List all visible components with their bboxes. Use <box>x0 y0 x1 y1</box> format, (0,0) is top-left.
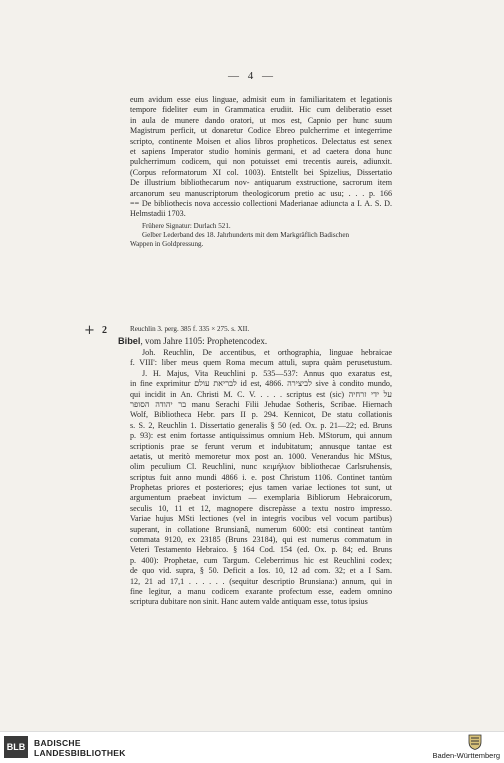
text-line: p. 93): est enim fortasse antiquissimus omnium Heb. MStorum, qui annum <box>130 431 392 441</box>
text-line: == De bibliothecis nova accessio collectioni Maderianae adiuncta a I. A. S. D. <box>130 198 392 208</box>
region-label: Baden-Württemberg <box>432 751 500 760</box>
entry-title-rest: , vom Jahre 1105: Prophetencodex. <box>140 336 268 346</box>
text-line: s. S. 2, Reuchlin 1. Dissertatio generalis § 50 (ed. Ox. p. 21—22; ed. Bruns <box>130 420 392 430</box>
library-name <box>34 738 126 758</box>
text-line: Frühere Signatur: Durlach 521. <box>142 222 231 230</box>
text-line: tempore fideliter eum in Grammatica erudiit. Hic cum deliberatio esset <box>130 105 392 115</box>
paragraph-continuation <box>130 95 392 220</box>
entry-number: 2 <box>102 325 107 336</box>
text-line: Veteri Testamento Hebraico. § 164 Cod. 154 (ed. Ox. p. 84; ed. Bruns <box>130 545 392 555</box>
text-line: scripto, continente Moisen et alios libros propheticos. Delectatus est senex <box>130 136 392 146</box>
library-name-line1: BADISCHE <box>34 738 81 748</box>
text-line: de quo vid. supra, § 50. Deficit a Ios. 10, 12 ad com. 32; et a I Sam. <box>130 566 392 576</box>
provenance-notes <box>130 222 392 248</box>
signature-line: Reuchlin 3. perg. 385 f. 335 × 275. s. XII. <box>130 325 250 333</box>
text-line: olim peculium Cl. Reuchlini, nunc κειμήλιον bibliothecae Carlsruhensis, <box>130 462 392 472</box>
text-line: fine legitur, a manu codicem exarante profectum esse, eadem omnino <box>130 586 392 596</box>
text-line: aetatis, ut meritò memoretur mox post an. 1000. Venerandus hic MStus, <box>130 451 392 461</box>
text-line: J. H. Majus, Vita Reuchlini p. 535—537: Annus quo exaratus est, <box>142 368 392 378</box>
text-line: in fine exprimitur לבריאת עולם id est, 4866. לביצירה sive à condito mundo, <box>130 379 392 389</box>
text-line: argumentum praebeat invictum — exemplaria Bibliorum Hebraicorum, <box>130 493 392 503</box>
text-line: Helmstadii 1703. <box>130 209 186 219</box>
text-line: scriptura dubitare non sinit. Hanc autem valde antiquam esse, totus ipsius <box>130 597 368 607</box>
text-line: Prophetas priores et posteriores; ejus tamen variae lectiones tot sunt, ut <box>130 483 392 493</box>
text-line: Variae hujus MSti lectiones (vel in integris vocibus vel vocum partibus) <box>130 514 392 524</box>
text-line: et sapiens Imperator studio hominis germani, et ad caetera dona hunc <box>130 146 392 156</box>
text-line: scriptus fuit anno mundi 4866 i. e. post Christum 1106. Continet tantùm <box>130 472 392 482</box>
entry-title <box>118 336 267 346</box>
text-line: p. 400): Prophetae, cum Targum. Celeberrimus hic est Reuchlini codex; <box>130 555 392 565</box>
text-line: qui incidit in An. Christi M. C. V. . . . . scriptus est (sic) על ידי זרחיה <box>130 389 392 399</box>
entry-description <box>130 348 392 608</box>
text-line: בר יהודה הסופר manu Serachi Filii Jehudae Sotheris, Scribae. Hiernach <box>130 399 392 409</box>
text-line: De illustrium bibliothecarum nov- antiquarum exstructione, sacrorum item <box>130 178 392 188</box>
text-line: Magistrum perficit, ut donaretur Codice Ebreo pulcherrime et integerrime <box>130 126 392 136</box>
text-line: Wappen in Goldpressung. <box>130 239 204 248</box>
text-line: pulcherrimum codicem, qui non potuisset emi trecentis aureis, adiunxit. <box>130 157 392 167</box>
entry-title-bold: Bibel <box>118 336 141 346</box>
blb-logo: BLB <box>4 736 28 758</box>
text-line: Wolf, Bibliotheca Hebr. pars II p. 294. Kennicot, De statu collationis <box>130 410 392 420</box>
text-line: commata 9120, ex 23185 (Bruns 23184), qui est numerus commatum in <box>130 535 392 545</box>
text-line: 12, 21 ad 17,1 . . . . . . (sequitur descriptio Brunsiana:) annum, qui in <box>130 576 392 586</box>
text-line: arcanorum seu manuscriptorum theologicorum pretio ac usu; . . . p. 166 <box>130 188 392 198</box>
text-line: eum avidum esse eius linguae, admisit eum in familiaritatem et legationis <box>130 95 392 104</box>
coat-of-arms-icon <box>468 734 482 750</box>
page-number: — 4 — <box>228 70 276 82</box>
text-line: (Corpus reformatorum XI col. 1003). Entstellt bei Spizelius, Dissertatio <box>130 167 392 177</box>
text-line: scriptionis prae se ferunt verum et indubitatum; annusque tantae est <box>130 441 392 451</box>
text-line: Gelber Lederband des 18. Jahrhunderts mit dem Markgräflich Badischen <box>142 230 350 239</box>
text-line: f. VIII': liber meus quem Roma mecum attuli, supra quàm perusetustum. <box>130 358 392 368</box>
entry-signature <box>130 325 392 334</box>
text-line: Joh. Reuchlin, De accentibus, et orthographia, linguae hebraicae <box>142 348 392 357</box>
library-name-line2: LANDESBIBLIOTHEK <box>34 748 126 758</box>
text-line: superant, in collatione Brunsianâ, numerum 6000: etsi contineat tantùm <box>130 524 392 534</box>
footer-bar <box>0 731 504 763</box>
entry-marker: + <box>84 323 95 338</box>
text-line: in aula de munere dando oratori, ut mos est, Capnio per hunc suum <box>130 115 392 125</box>
text-line: seculis 10, 11 et 12, magnopere discrepàsse a textu nostro impresso. <box>130 503 392 513</box>
